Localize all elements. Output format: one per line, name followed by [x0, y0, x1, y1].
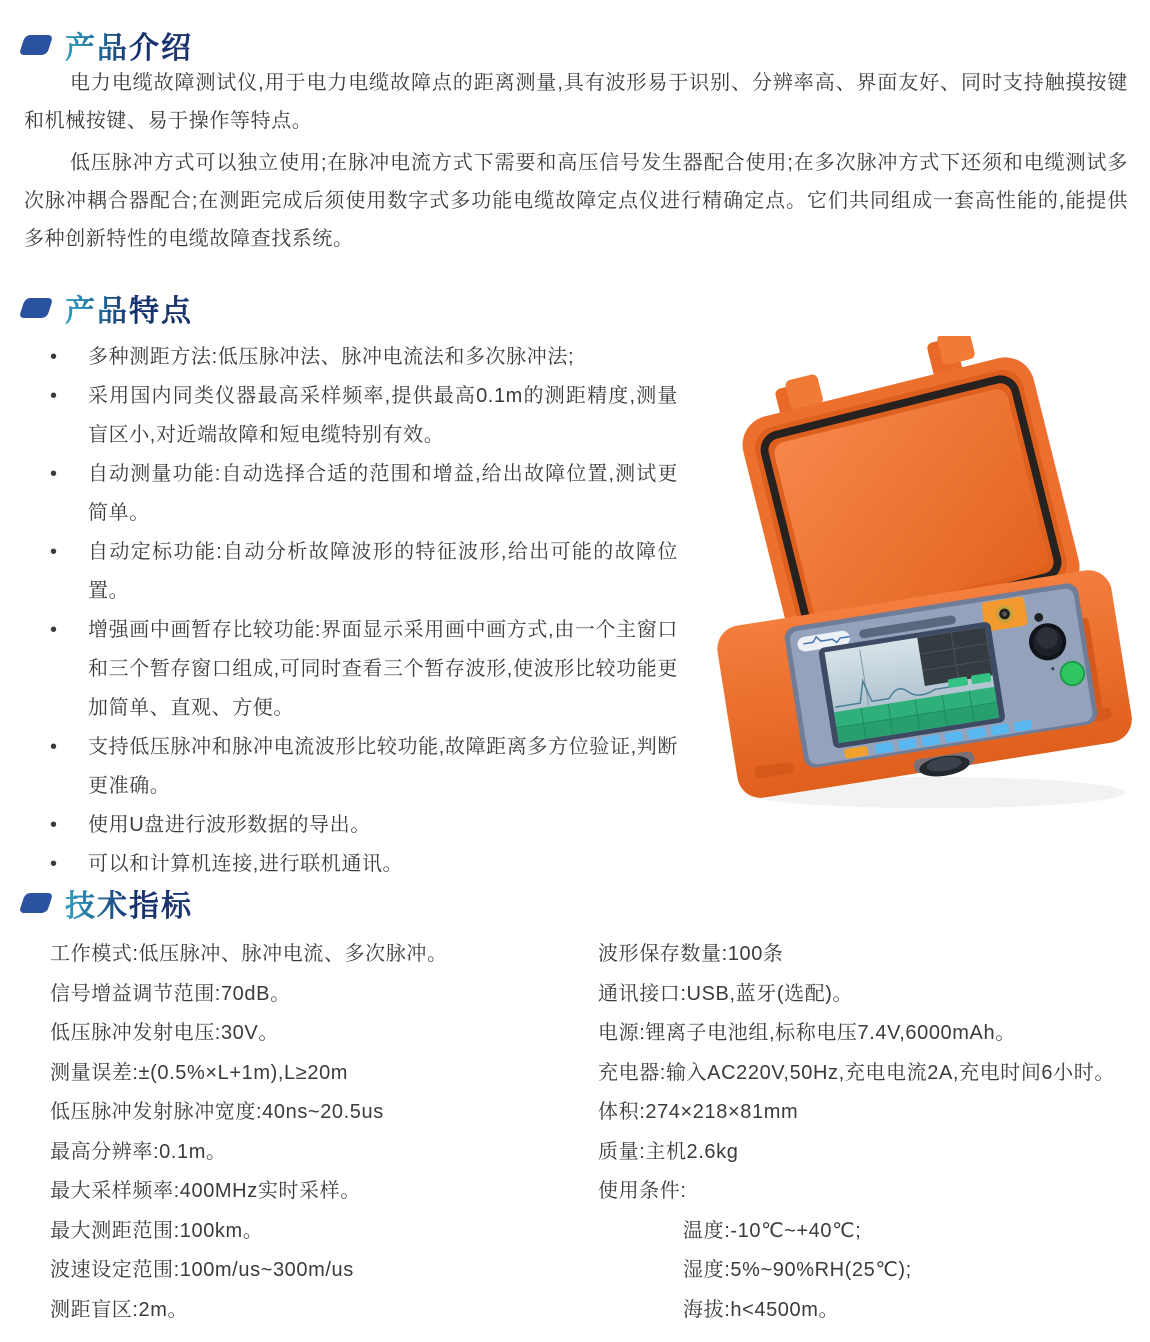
spec-condition: 湿度:5%~90%RH(25℃);	[683, 1259, 912, 1281]
spec-item: 使用条件:	[598, 1180, 687, 1202]
features-section-heading	[22, 289, 193, 327]
bullet-icon: •	[50, 853, 58, 875]
bullet-icon: •	[50, 736, 58, 758]
spec-item: 测距盲区:2m。	[50, 1298, 189, 1321]
intro-paragraph: 低压脉冲方式可以独立使用;在脉冲电流方式下需要和高压信号发生器配合使用;在多次脉冲方式下还须和电缆测试多次脉冲耦合器配合;在测距完成后须使用数字式多功能电缆故障定点仪进行精确定点。它们共同组成一套高性能的,能提供多种创新特性的电缆故障查找系统。	[24, 152, 1128, 250]
bullet-icon: •	[50, 463, 58, 485]
list-item	[50, 533, 678, 611]
device-base	[714, 567, 1136, 808]
features-list	[50, 338, 678, 884]
bullet-icon: •	[50, 541, 58, 563]
spec-item: 体积:274×218×81mm	[598, 1101, 799, 1123]
list-item	[50, 338, 678, 377]
spec-item: 质量:主机2.6kg	[598, 1140, 739, 1163]
intro-body	[0, 64, 1150, 262]
feature-text: 使用U盘进行波形数据的导出。	[88, 814, 371, 836]
spec-item: 波形保存数量:100条	[598, 943, 784, 965]
product-photo	[700, 336, 1150, 820]
specs-title: 技术指标	[65, 881, 193, 925]
list-item	[50, 728, 678, 806]
section-marker-icon	[19, 298, 53, 318]
feature-text: 可以和计算机连接,进行联机通讯。	[88, 853, 404, 875]
spec-condition: 温度:-10℃~+40℃;	[683, 1219, 862, 1242]
intro-section-heading	[22, 26, 193, 64]
feature-text: 增强画中画暂存比较功能:界面显示采用画中画方式,由一个主窗口和三个暂存窗口组成,可同时查看三个暂存波形,使波形比较功能更加简单、直观、方便。	[88, 619, 678, 719]
feature-text: 支持低压脉冲和脉冲电流波形比较功能,故障距离多方位验证,判断更准确。	[88, 736, 678, 797]
feature-text: 自动定标功能:自动分析故障波形的特征波形,给出可能的故障位置。	[88, 541, 678, 602]
specs-right-column	[598, 935, 1150, 1330]
section-marker-icon	[19, 35, 53, 55]
device-illustration	[700, 336, 1150, 820]
list-item	[50, 611, 678, 728]
feature-text: 多种测距方法:低压脉冲法、脉冲电流法和多次脉冲法;	[88, 346, 575, 368]
section-marker-icon	[19, 893, 53, 913]
bullet-icon: •	[50, 385, 58, 407]
spec-item: 波速设定范围:100m/us~300m/us	[50, 1259, 354, 1281]
spec-item: 测量误差:±(0.5%×L+1m),L≥20m	[50, 1061, 349, 1084]
list-item	[50, 845, 678, 884]
spec-item: 电源:锂离子电池组,标称电压7.4V,6000mAh。	[598, 1022, 1016, 1044]
list-item	[50, 377, 678, 455]
spec-item: 通讯接口:USB,蓝牙(选配)。	[598, 982, 854, 1005]
spec-item: 最大测距范围:100km。	[50, 1219, 264, 1242]
spec-condition: 海拔:h<4500m。	[683, 1298, 840, 1321]
specs-section-heading	[22, 884, 193, 922]
feature-text: 自动测量功能:自动选择合适的范围和增益,给出故障位置,测试更简单。	[88, 463, 678, 524]
spec-item: 最大采样频率:400MHz实时采样。	[50, 1180, 361, 1202]
feature-text: 采用国内同类仪器最高采样频率,提供最高0.1m的测距精度,测量盲区小,对近端故障和短电缆特别有效。	[88, 385, 678, 446]
intro-paragraph: 电力电缆故障测试仪,用于电力电缆故障点的距离测量,具有波形易于识别、分辨率高、界面友好、同时支持触摸按键和机械按键、易于操作等特点。	[24, 72, 1128, 132]
page-title: 产品介绍	[65, 23, 193, 67]
spec-item: 低压脉冲发射脉冲宽度:40ns~20.5us	[50, 1101, 384, 1123]
features-title: 产品特点	[65, 286, 193, 330]
spec-item: 充电器:输入AC220V,50Hz,充电电流2A,充电时间6小时。	[598, 1061, 1115, 1084]
bullet-icon: •	[50, 814, 58, 836]
list-item	[50, 455, 678, 533]
bullet-icon: •	[50, 346, 58, 368]
spec-item: 工作模式:低压脉冲、脉冲电流、多次脉冲。	[50, 943, 448, 965]
spec-item: 低压脉冲发射电压:30V。	[50, 1022, 279, 1044]
bullet-icon: •	[50, 619, 58, 641]
spec-item: 最高分辨率:0.1m。	[50, 1140, 227, 1163]
list-item	[50, 806, 678, 845]
spec-item: 信号增益调节范围:70dB。	[50, 982, 291, 1005]
specs-left-column	[50, 935, 585, 1330]
